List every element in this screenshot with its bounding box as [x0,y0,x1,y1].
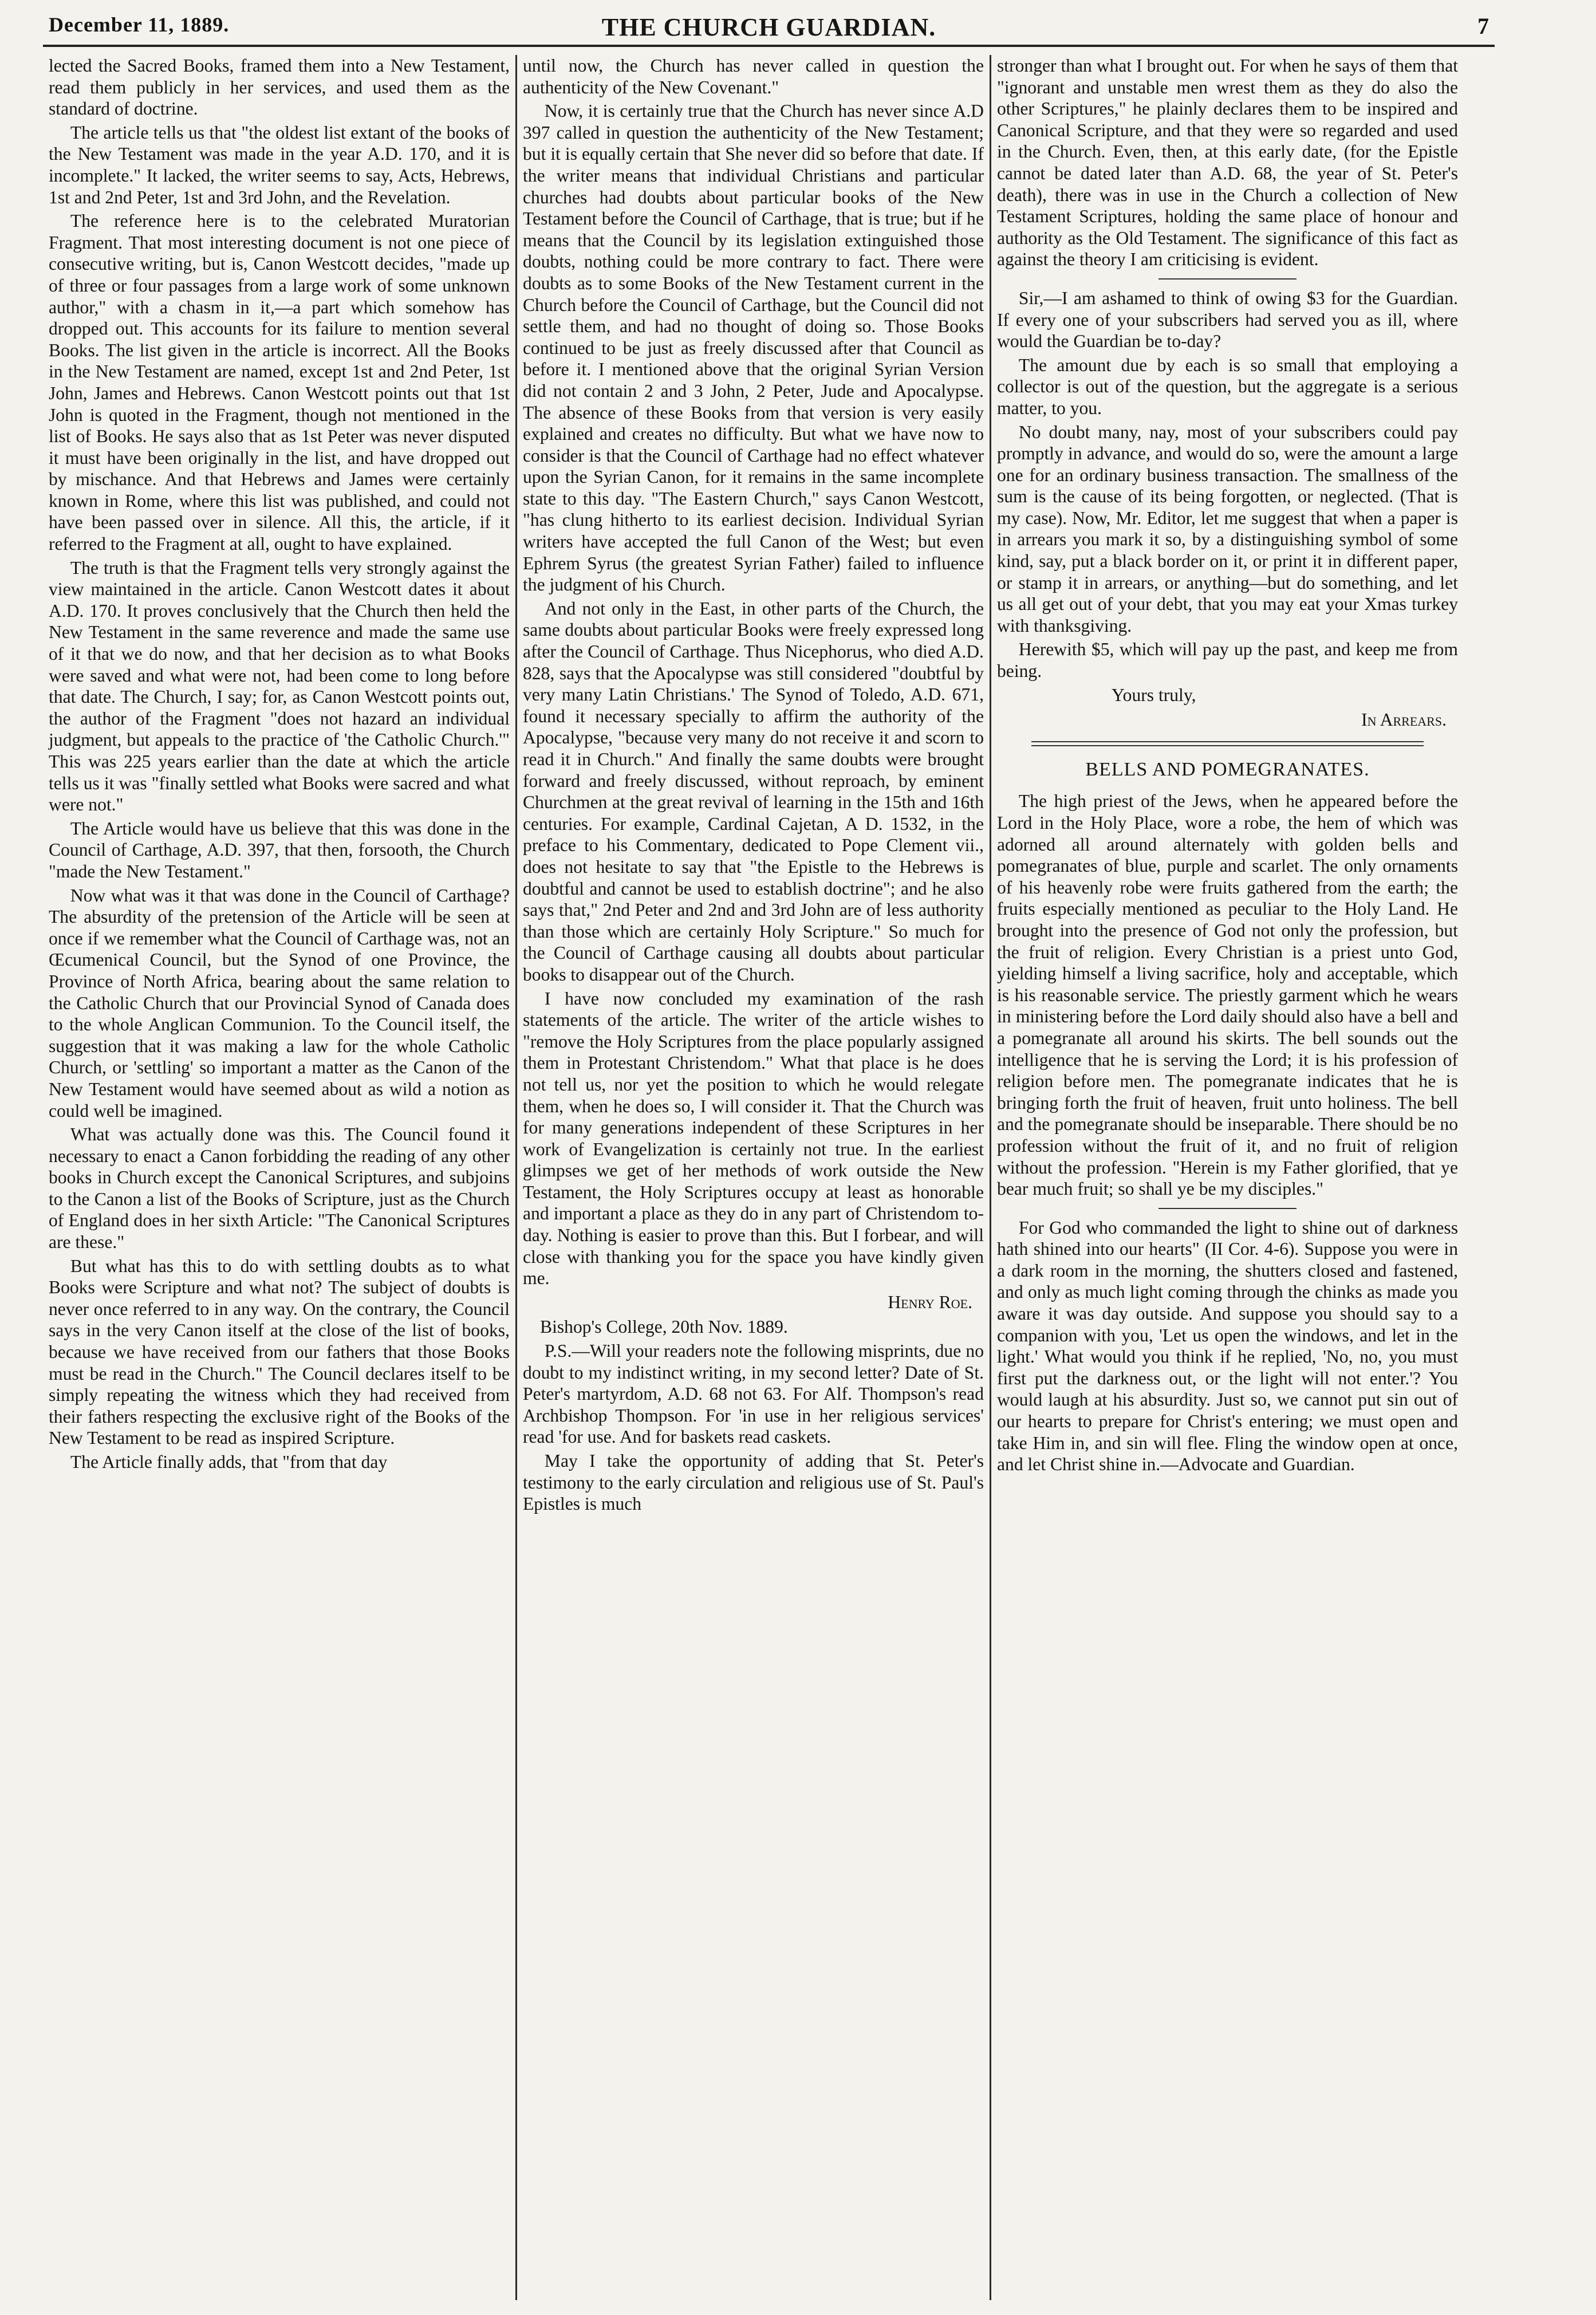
page-header [43,10,1495,47]
letter-signature: In Arrears. [1361,710,1447,730]
letter-paragraph: No doubt many, nay, most of your subscribers could pay promptly in advance, and would do so, were the amount a large one for an ordinary business transaction. The smallness of the sum is the cause of its being forgotten, or neglected. (That is my case). Now, Mr. Editor, let me suggest that when a paper is in arrears you mark it so, by a distinguishing symbol of some kind, say, put a black border on it, or print it in different paper, or stamp it in arrears, or anything—but do something, and let us all get out of your debt, that you may eat your Xmas turkey with thanksgiving. [997,422,1458,636]
paragraph: May I take the opportunity of adding that St. Peter's testimony to the early circulation and religious use of St. Paul's Epistles is much [523,1451,984,1514]
paragraph: until now, the Church has never called in question the authenticity of the New Covenant." [523,56,984,97]
paragraph: What was actually done was this. The Council found it necessary to enact a Canon forbidding the reading of any other books in Church except the Canonical Scriptures, and subjoins to the Canon a list of the Books of Scripture, just as the Church of England does in her sixth Article: "The Canonical Scriptures are these." [49,1124,510,1253]
paragraph: For God who commanded the light to shine out of darkness hath shined into our hearts" (II Cor. 4-6). Suppose you were in a dark room in the morning, the shutters closed and fastened, and only as much light coming through the chinks as made you aware it was day outside. And suppose you should say to a companion with you, 'Let us open the windows, and let in the light.' What would you think if he replied, 'No, no, you must first put the darkness out, or the light will not enter.'? You would laugh at his absurdity. Just so, we cannot put sin out of our hearts to prepare for Christ's entering; we must open and take Him in, and sin will flee. Fling the window open at once, and let Christ shine in.—Advocate and Guardian. [997,1217,1458,1475]
newspaper-title: THE CHURCH GUARDIAN. [601,13,936,41]
paragraph: The Article would have us believe that this was done in the Council of Carthage, A.D. 397, that then, forsooth, the Church "made the New Testament." [49,818,510,881]
page-number: 7 [1477,13,1489,39]
paragraph: Now, it is certainly true that the Church has never since A.D 397 called in question the authenticity of the New Testament; but it is equally certain that She never did so before that date. If the writer means that individual Christians and particular churches had doubts about particular books of the New Testament before the Council of Carthage, that is true; but if he means that the Council by its legislation extinguished those doubts, nothing could be more contrary to fact. There were doubts as to some Books of the New Testament current in the Church before the Council of Carthage, but the Council did not settle them, and had no thought of doing so. Those Books continued to be just as freely discussed after that Council as before it. I mentioned above that the original Syrian Version did not contain 2 and 3 John, 2 Peter, Jude and Apocalypse. The absence of these Books from that version is very easily explained and creates no difficulty. But what we have now to consider is that the Council of Carthage had no effect whatever upon the Syrian Canon, for it remains in the same incomplete state to this day. "The Eastern Church," says Canon Westcott, "has clung hitherto to its earliest decision. Individual Syrian writers have accepted the full Canon of the West; but even Ephrem Syrus (the greatest Syrian Father) failed to influence the judgment of his Church. [523,101,984,595]
double-rule [1031,741,1424,746]
paragraph: The high priest of the Jews, when he appeared before the Lord in the Holy Place, wore a robe, the hem of which was adorned all around alternately with golden bells and pomegranates of blue, purple and scarlet. The only ornaments of his heavenly robe were fruits gathered from the earth; the fruits especially mentioned as peculiar to the Holy Land. He brought into the presence of God not only the profession, but the fruit of religion. Every Christian is a priest unto God, yielding himself a living sacrifice, holy and acceptable, which is his reasonable service. The priestly garment which he wears in ministering before the Lord daily should also have a bell and a pomegranate all around his skirts. The bell sounds out the intelligence that he is serving the Lord; it is his profession of religion before men. The pomegranate indicates that he is bringing forth the fruit of heaven, fruit unto holiness. The bell and the pomegranate should be inseparable. There should be no profession without the fruit of it, and no fruit of religion without the profession. "Herein is my Father glorified, that ye bear much fruit; so shall ye be my disciples." [997,791,1458,1199]
paragraph: stronger than what I brought out. For when he says of them that "ignorant and unstable men wrest them as they do also the other Scriptures," he plainly declares them to be inspired and Canonical Scripture, and that they were so regarded and used in the Church. Even, then, at this early date, (for the Epistle cannot be dated later than A.D. 68, the year of St. Peter's death), there was in use in the Church a collection of New Testament Scriptures, holding the same place of honour and authority as the Old Testament. The significance of this fact as against the theory I am criticising is evident. [997,56,1458,270]
paragraph: The truth is that the Fragment tells very strongly against the view maintained in the article. Canon Westcott dates it about A.D. 170. It proves conclusively that the Church then held the New Testament in the same reverence and made the same use of it that we do now, and that her decision as to what Books were saved and what were not, had been come to long before that date. The Church, I say; for, as Canon Westcott points out, the author of the Fragment "does not hazard an individual judgment, but appeals to the practice of 'the Catholic Church.'" This was 225 years earlier than the date at which the article tells us it was "finally settled what Books were sacred and what were not." [49,557,510,815]
paragraph: The Article finally adds, that "from that day [70,1452,388,1472]
separator-rule [1158,278,1297,279]
paragraph: I have now concluded my examination of the rash statements of the article. The writer of the article wishes to "remove the Holy Scriptures from the place popularly assigned them in Protestant Christendom." What that place is he does not tell us, nor yet the position to which he would relegate them, when he does so, I will consider it. That the Church was for many generations independent of these Scriptures in her work of Evangelization is certainly not true. In the earliest glimpses we get of her methods of work outside the New Testament, the Holy Scriptures occupy at least as honorable and important a place as they do in any part of Christendom to-day. Nothing is easier to prove than this. But I forbear, and will close with thanking you for the space you have kindly given me. [523,988,984,1289]
paragraph: The reference here is to the celebrated Muratorian Fragment. That most interesting document is not one piece of consecutive writing, but is, Canon Westcott decides, "made up of three or four passages from a large work of some unknown author," with a chasm in it,—a part which somehow has dropped out. This accounts for its failure to mention several Books. The list given in the article is incorrect. All the Books in the New Testament are named, except 1st and 2nd Peter, 1st John, James and Hebrews. Canon Westcott points out that 1st John is quoted in the Fragment, though not mentioned in the list of Books. He says also that as 1st Peter was never disputed it must have been originally in the list, and have dropped out by mischance. And that Hebrews and James were certainly known in Rome, where this list was published, and could not have been passed over in silence. All this, the article, if it referred to the Fragment at all, ought to have explained. [49,211,510,554]
paragraph: And not only in the East, in other parts of the Church, the same doubts about particular Books were freely expressed long after the Council of Carthage. Thus Nicephorus, who died A.D. 828, says that the Apocalypse was still considered "doubtful by very many Latin Christians.' The Synod of Toledo, A.D. 671, found it necessary specially to affirm the authority of the Apocalypse, "because very many do not receive it and scorn to read it in Church." And finally the same doubts were brought forward and freely discussed, without reproach, by eminent Churchmen at the great revival of learning in the 15th and 16th centuries. For example, Cardinal Cajetan, A D. 1532, in the preface to his Commentary, dedicated to Pope Clement vii., does not hesitate to say that "the Epistle to the Hebrews is doubtful and cannot be used to establish doctrine"; and he also says that," 2nd Peter and 2nd and 3rd John are of less authority than those which are certainly Holy Scripture." So much for the Council of Carthage causing all doubts about particular books to disappear out of the Church. [523,598,984,985]
paragraph: But what has this to do with settling doubts as to what Books were Scripture and what not? The subject of doubts is never once referred to in any way. On the contrary, the Council says in the very Canon itself at the close of the list of books, because we have received from our fathers that those Books must be read in the Church." The Council declares itself to be simply repeating the witness which they had received from their fathers respecting the exclusive right of the Books of the New Testament to be read as inspired Scripture. [49,1255,510,1448]
letter-closing: Yours truly, [1112,684,1196,705]
section-title: BELLS AND POMEGRANATES. [1085,758,1370,780]
paragraph: The article tells us that "the oldest list extant of the books of the New Testament was made in the year A.D. 170, and it is incomplete." It lacked, the writer seems to say, Acts, Hebrews, 1st and 2nd Peter, 1st and 3rd John, and the Revelation. [49,122,510,207]
letter-paragraph: Herewith $5, which will pay up the past, and keep me from being. [997,639,1458,682]
column-3 [991,55,1464,2300]
column-1 [43,55,515,2300]
paragraph: P.S.—Will your readers note the following misprints, due no doubt to my indistinct writing, in my second letter? Date of St. Peter's martyrdom, A.D. 68 not 63. For Alf. Thompson's read Archbishop Thompson. For 'in use in her religious services' read 'for use. And for baskets read caskets. [523,1341,984,1447]
separator-rule [1158,1208,1297,1209]
paragraph: Now what was it that was done in the Council of Carthage? The absurdity of the pretension of the Article will be seen at once if we remember what the Council of Carthage was, not an Œcumenical Council, but the Synod of one Province, the Province of North Africa, bearing about the same relation to the Catholic Church that our Provincial Synod of Canada does to the whole Anglican Communion. To the Council itself, the suggestion that it was making a law for the whole Catholic Church, or 'settling' so important a matter as the Canon of the New Testament would have seemed about as wild a notion as could well be imagined. [49,885,510,1121]
letter-paragraph: The amount due by each is so small that employing a collector is out of the question, but the aggregate is a serious matter, to you. [997,355,1458,418]
paragraph: lected the Sacred Books, framed them into a New Testament, read them publicly in her services, and used them as the standard of doctrine. [49,56,510,119]
letter-paragraph: Sir,—I am ashamed to think of owing $3 for the Guardian. If every one of your subscribers had served you as ill, where would the Guardian be to-day? [997,288,1458,352]
article-columns [43,55,1495,2300]
issue-date: December 11, 1889. [49,13,230,36]
column-2 [517,55,990,2300]
author-location-date: Bishop's College, 20th Nov. 1889. [540,1317,788,1337]
author-signature: Henry Roe. [888,1292,972,1312]
